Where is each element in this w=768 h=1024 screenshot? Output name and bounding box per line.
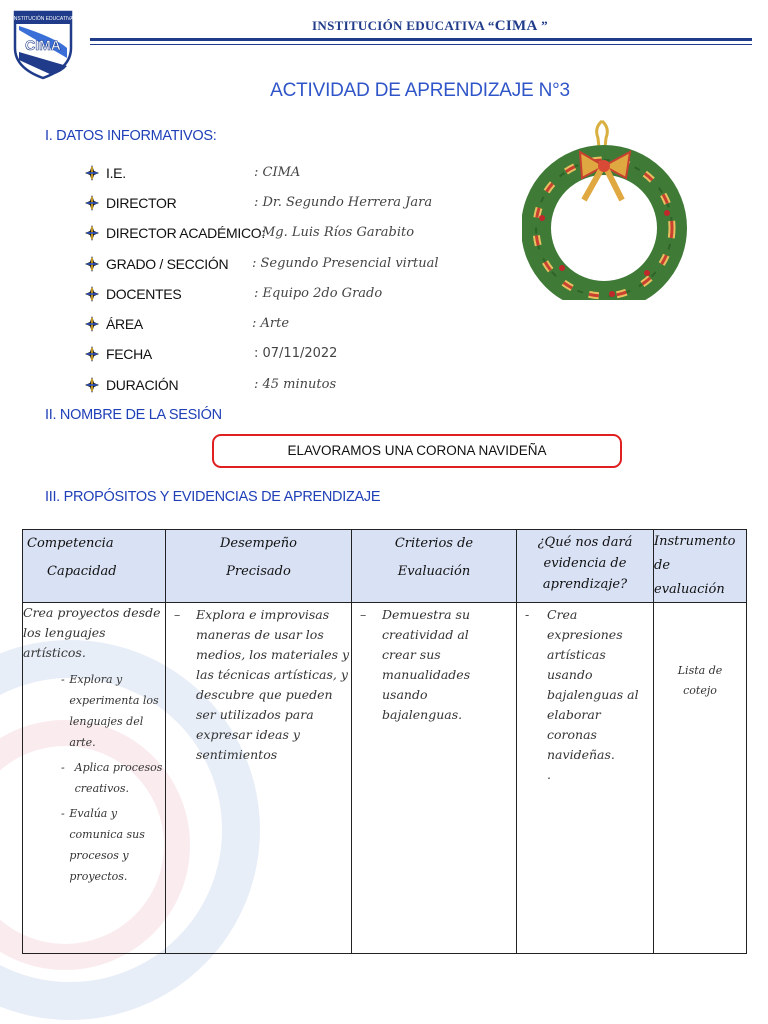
- info-label: DIRECTOR ACADÉMICO:: [106, 225, 265, 241]
- table-row: [23, 603, 747, 954]
- logo-top-text: INSTITUCIÓN EDUCATIVA: [12, 16, 74, 22]
- objectives-table: [22, 529, 747, 954]
- cell-desempeno: – Explora e improvisas maneras de usar los medios, los materiales y las técnicas artísticas, y descubre que pueden ser utilizados para expresar ideas y sentimientos: [166, 603, 352, 954]
- table-header-instrumento: Instrumento de evaluación: [654, 530, 747, 603]
- table-header-evidencia: ¿Qué nos dará evidencia de aprendizaje?: [517, 530, 654, 603]
- cell-criterios: – Demuestra su creatividad al crear sus manualidades usando bajalenguas.: [352, 603, 517, 954]
- info-value: : 45 minutos: [254, 377, 337, 392]
- criterios-text: Demuestra su creatividad al crear sus manualidades usando bajalenguas.: [382, 607, 471, 722]
- evidencia-text: Crea expresiones artísticas usando bajalenguas al elaborar coronas navideñas.: [547, 607, 639, 762]
- plus-star-icon: [84, 345, 100, 363]
- instrumento-text: Lista de cotejo: [677, 664, 723, 697]
- session-name-box: ELAVORAMOS UNA CORONA NAVIDEÑA: [212, 434, 622, 468]
- info-label: GRADO / SECCIÓN: [106, 256, 229, 272]
- institution-prefix: INSTITUCIÓN EDUCATIVA “: [312, 18, 495, 33]
- table-header-desempeno: Desempeño Precisado: [166, 530, 352, 603]
- header-rule: [90, 38, 752, 41]
- plus-star-icon: [84, 376, 100, 394]
- plus-star-icon: [84, 224, 100, 242]
- info-label: DURACIÓN: [106, 377, 179, 393]
- info-value: : Arte: [252, 316, 290, 331]
- plus-star-icon: [84, 164, 100, 182]
- institution-header: [230, 18, 630, 35]
- info-value: Mg. Luis Ríos Garabito: [262, 225, 415, 240]
- info-value: : Dr. Segundo Herrera Jara: [254, 195, 433, 210]
- institution-name: CIMA: [494, 18, 538, 34]
- plus-star-icon: [84, 315, 100, 333]
- info-value: : 07/11/2022: [254, 346, 338, 361]
- logo-main-text: CIMA: [25, 37, 61, 53]
- capacidad-item: Aplica procesos creativos.: [74, 761, 163, 795]
- plus-star-icon: [84, 255, 100, 273]
- cell-competencia: Crea proyectos desde los lenguajes artísticos. - Explora y experimenta los lenguajes del arte. - Aplica procesos creativos. - Evalúa y comunica sus procesos y proyectos.: [23, 603, 166, 954]
- cell-instrumento: [654, 603, 747, 954]
- competencia-text: Crea proyectos desde los lenguajes artísticos.: [23, 605, 161, 660]
- info-label: DIRECTOR: [106, 195, 177, 211]
- section-1-heading: I. DATOS INFORMATIVOS:: [45, 128, 217, 144]
- evidencia-extra: .: [547, 767, 551, 782]
- section-3-heading: III. PROPÓSITOS Y EVIDENCIAS DE APRENDIZAJE: [45, 489, 381, 505]
- plus-star-icon: [84, 285, 100, 303]
- table-header-criterios: Criterios de Evaluación: [352, 530, 517, 603]
- header-rule-thin: [90, 44, 752, 45]
- table-header-row: [23, 530, 747, 603]
- table-header-competencia: Competencia Capacidad: [23, 530, 166, 603]
- cell-evidencia: - Crea expresiones artísticas usando bajalenguas al elaborar coronas navideñas. .: [517, 603, 654, 954]
- info-value: : CIMA: [254, 165, 301, 180]
- section-2-heading: II. NOMBRE DE LA SESIÓN: [45, 407, 222, 423]
- info-label: ÁREA: [106, 316, 143, 332]
- page-title: ACTIVIDAD DE APRENDIZAJE N°3: [270, 80, 570, 101]
- capacidad-item: Evalúa y comunica sus procesos y proyectos.: [69, 807, 145, 883]
- institution-suffix: ”: [541, 18, 548, 33]
- christmas-wreath-icon: [522, 118, 688, 300]
- plus-star-icon: [84, 194, 100, 212]
- info-value: : Equipo 2do Grado: [254, 286, 383, 301]
- info-value: : Segundo Presencial virtual: [252, 256, 439, 271]
- cima-shield-logo-icon: [12, 8, 74, 80]
- info-label: DOCENTES: [106, 286, 182, 302]
- info-label: I.E.: [106, 165, 126, 181]
- capacidad-item: Explora y experimenta los lenguajes del arte.: [69, 673, 159, 749]
- desempeno-text: Explora e improvisas maneras de usar los medios, los materiales y las técnicas artísticas, y descubre que pueden ser utilizados para expresar ideas y sentimientos: [196, 607, 350, 762]
- info-label: FECHA: [106, 346, 152, 362]
